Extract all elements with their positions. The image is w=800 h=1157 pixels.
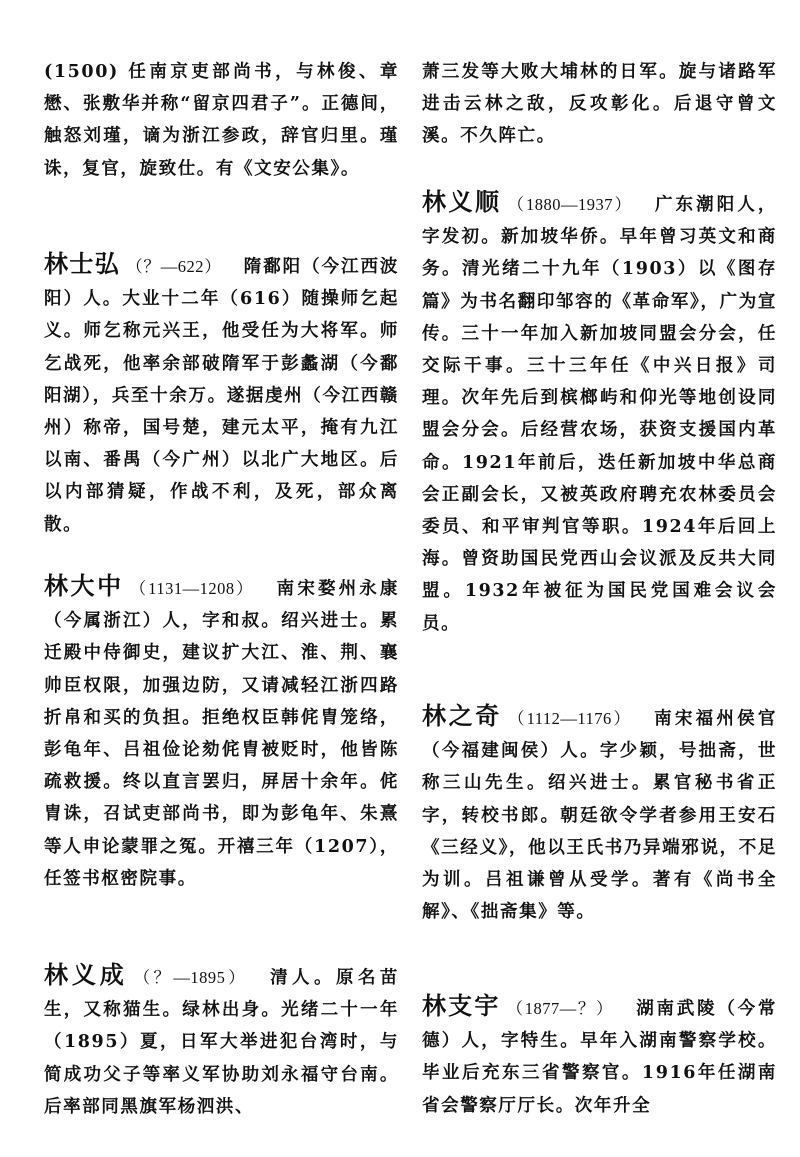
entry-dates: （1112—1176） xyxy=(507,709,633,728)
entry-dates: （？—622） xyxy=(126,257,222,276)
entry-lin-zhiyu xyxy=(422,990,777,1122)
continuation-paragraph xyxy=(422,56,777,153)
continuation-text: 萧三发等大败大埔林的日军。旋与诸路军进击云林之敌，反攻彰化。后退守曾文溪。不久阵亡。 xyxy=(422,62,777,147)
entry-headword: 林大中 xyxy=(44,571,124,600)
entry-dates: （1877—？） xyxy=(506,999,615,1018)
entry-body: 南宋福州侯官（今福建闽侯）人。字少颖，号拙斋，世称三山先生。绍兴进士。累官秘书省正字，转校书郎。朝廷欲令学者参用王安石《三经义》，他以王氏书乃异端邪说，不足为训。吕祖谦曾从受学。著有《尚书全解》、《拙斋集》等。 xyxy=(422,709,777,923)
entry-body: 南宋婺州永康（今属浙江）人，字和叔。绍兴进士。累迁殿中侍御史，建议扩大江、淮、荆、襄帅臣权限，加强边防，又请减轻江浙四路折帛和买的负担。拒绝权臣韩侂胄笼络，彭龟年、吕祖俭论劾侂胄被贬时，他皆陈疏救援。终以直言罢归，屏居十余年。侂胄诛，召试吏部尚书，即为彭龟年、朱熹等人申论蒙罪之冤。开禧三年（1207），任签书枢密院事。 xyxy=(44,579,399,889)
entry-body: 隋鄱阳（今江西波阳）人。大业十二年（616）随操师乞起义。师乞称元兴王，他受任为大将军。师乞战死，他率余部破隋军于彭蠡湖（今鄱阳湖），兵至十余万。遂据虔州（今江西赣州）称帝，国号楚，建元太平，掩有九江以南、番禺（今广州）以北广大地区。后以内部猜疑，作战不利，及死，部众离散。 xyxy=(44,257,400,535)
entry-headword: 林之奇 xyxy=(422,701,502,730)
entry-dates: （1880—1937） xyxy=(507,195,633,214)
entry-body: 清人。原名苗生，又称猫生。绿林出身。光绪二十一年（1895）夏，日军大举进犯台湾时，与简成功父子等率义军协助刘永福守台南。后率部同黑旗军杨泗洪、 xyxy=(44,968,400,1117)
entry-lin-yishun xyxy=(422,186,777,640)
entry-headword: 林士弘 xyxy=(44,249,121,278)
entry-lin-shihong xyxy=(44,248,399,541)
entry-headword: 林义顺 xyxy=(422,187,502,216)
entry-headword: 林义成 xyxy=(44,960,128,989)
entry-lin-dazhong xyxy=(44,570,399,895)
entry-headword: 林支宇 xyxy=(422,991,501,1020)
continuation-paragraph xyxy=(44,56,399,185)
entry-dates: （？—1895） xyxy=(133,968,249,987)
entry-dates: （1131—1208） xyxy=(129,579,255,598)
entry-lin-yicheng xyxy=(44,959,399,1123)
continuation-text: (1500) 任南京吏部尚书，与林俊、章懋、张敷华并称“留京四君子”。正德间，触怒刘瑾，谪为浙江参政，辞官归里。瑾诛，复官，旋致仕。有《文安公集》。 xyxy=(44,62,399,179)
entry-body: 湖南武陵（今常德）人，字特生。早年入湖南警察学校。毕业后充东三省警察官。1916年任湖南省会警察厅厅长。次年升全 xyxy=(422,999,778,1116)
entry-lin-zhiqi xyxy=(422,700,777,928)
entry-body: 广东潮阳人，字发初。新加坡华侨。早年曾习英文和商务。清光绪二十九年（1903）以《图存篇》为书名翻印邹容的《革命军》，广为宣传。三十一年加入新加坡同盟会分会，任交际干事。三十三年任《中兴日报》司理。次年先后到槟榔屿和仰光等地创设同盟会分会。后经营农场，获资支援国内革命。1921年前后，迭任新加坡中华总商会正副会长，又被英政府聘充农林委员会委员、和平审判官等职。1924年后回上海。曾资助国民党西山会议派及反共大同盟。1932年被征为国民党国难会议会员。 xyxy=(422,195,778,634)
